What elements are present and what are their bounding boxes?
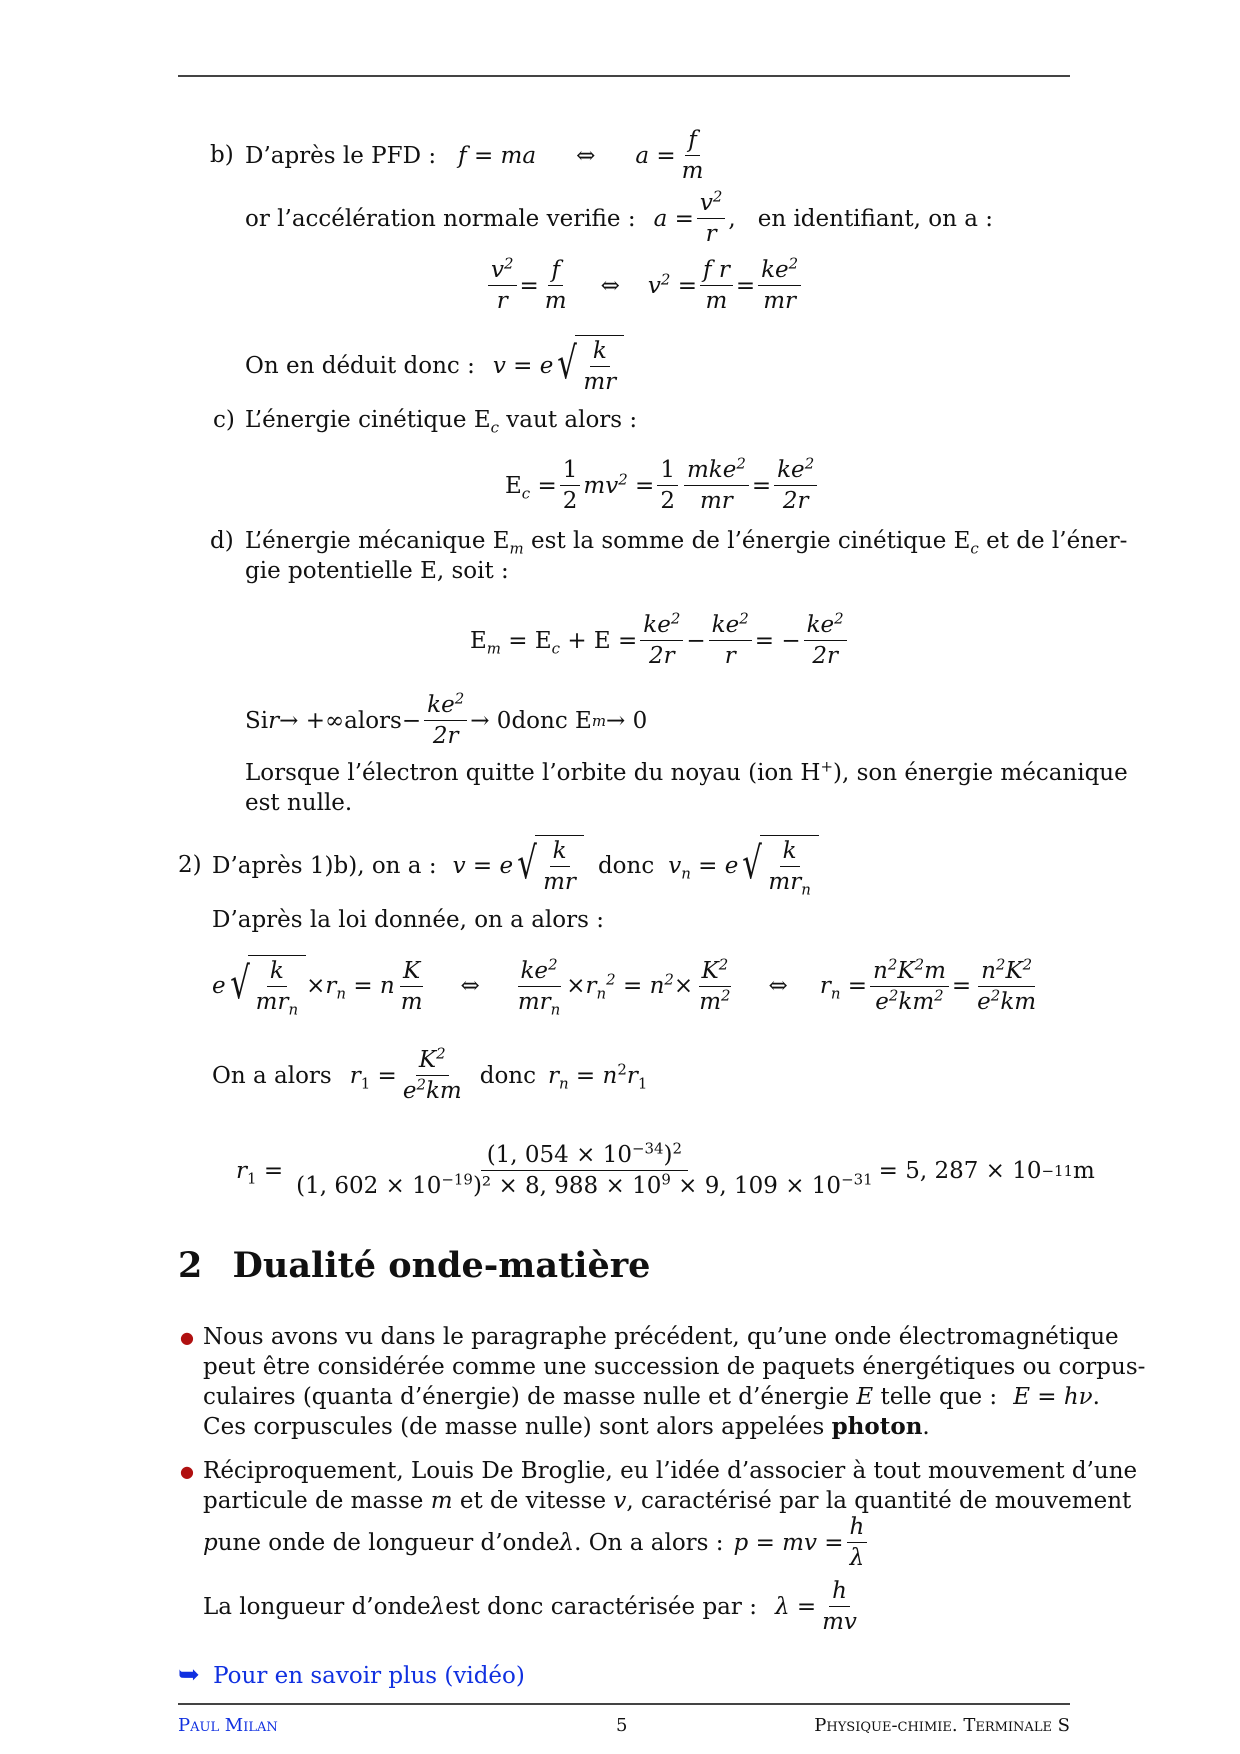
item-b-normal-accel	[245, 188, 993, 249]
item-b-deduce	[245, 335, 624, 397]
eq-kinetic-energy: $E_c$ = $\frac{1}{2}$ $mv^2$ = $\frac{1}{2}$ $\frac{mke^2}{mr}$ = $\frac{ke^2}{2r}$	[505, 455, 820, 516]
r1-exp1: −34	[631, 1139, 664, 1158]
q2-line1: D’après 1)b), on a : v = e √ $\frac{k}{mr}$ donc $v_n = e$ √ $\frac{k}{mr_n}$	[212, 835, 819, 897]
eq-sign-2: =	[735, 272, 756, 299]
si-text: Si	[245, 707, 269, 734]
b2-l2b-text: et de vitesse	[452, 1488, 614, 1514]
frac-f-m: $\frac{f}{m}$	[681, 127, 704, 184]
item-d-label: d)	[210, 528, 234, 554]
video-link[interactable]	[178, 1660, 525, 1691]
deduce-text: On en déduit donc :	[245, 353, 475, 379]
item-c-text: L’énergie cinétique $E_c$ vaut alors :	[245, 407, 638, 437]
section-title: Dualité onde-matière	[232, 1245, 651, 1286]
item-b-pfd	[245, 125, 709, 186]
eq-mechanical-energy: $E_m = E_c + E$ = $\frac{ke^2}{2r}$ − $\frac{ke^2}{r}$ = − $\frac{ke^2}{2r}$	[470, 610, 850, 671]
mech-text-2: est la somme de l’énergie cinétique E	[523, 528, 971, 554]
r1-den2: )² × 8, 988 × 10	[472, 1173, 662, 1199]
frac-v2-r: $\frac{v^2}{r}$	[697, 188, 726, 249]
b2-l4-text: La longueur d’onde	[203, 1593, 431, 1620]
header-rule	[178, 75, 1070, 77]
footer-rule	[178, 1703, 1070, 1705]
eq-v2-identification	[485, 255, 804, 316]
bullet-1-l4: Ces corpuscules (de masse nulle) sont alors appelées photon.	[203, 1413, 930, 1440]
item-d-line2: gie potentielle E, soit :	[245, 558, 509, 584]
arrow-right-icon: ➥	[178, 1660, 200, 1690]
equiv-symbol: ⇔	[576, 142, 596, 169]
item-d-limit: Si r → +∞ alors − $\frac{ke^2}{2r}$ → 0 donc E m → 0	[245, 689, 648, 749]
b1-l3b-text: telle que :	[873, 1384, 998, 1410]
mech-text-3: et de l’éner-	[978, 528, 1128, 554]
r1-exp4: −31	[841, 1170, 873, 1189]
comma: ,	[728, 205, 736, 232]
bullet-icon-1: ●	[180, 1328, 194, 1347]
q2-text1: D’après 1)b), on a :	[212, 853, 437, 879]
section-number: 2	[178, 1245, 203, 1286]
q2-loi: D’après la loi donnée, on a alors :	[212, 907, 604, 933]
lorsque-text-2: ), son énergie mécanique	[833, 760, 1128, 786]
item-c-label: c)	[213, 407, 235, 433]
alors-text: alors	[344, 707, 402, 734]
v2-eq: $v^2$ =	[647, 269, 697, 299]
b2-l3-text: une onde de longueur d’onde	[217, 1529, 560, 1556]
bullet-2-l2: particule de masse m et de vitesse v, caractérisé par la quantité de mouvement	[203, 1488, 1132, 1514]
mech-text-1: L’énergie mécanique E	[245, 528, 510, 554]
item-d-lorsque-1: Lorsque l’électron quitte l’orbite du noyau (ion H+), son énergie mécanique	[245, 757, 1128, 786]
r1-unit: m	[1073, 1157, 1095, 1184]
b2-l3b-text: . On a alors :	[574, 1529, 724, 1556]
b2-l2c-text: , caractérisé par la quantité de mouvement	[626, 1488, 1132, 1514]
donc2-text: donc	[479, 1062, 536, 1089]
r1-result: = 5, 287 × 10	[878, 1157, 1042, 1184]
q2-label: 2)	[178, 852, 202, 878]
footer-author: Paul Milan	[178, 1715, 278, 1736]
normal-accel-text: or l’accélération normale verifie :	[245, 205, 636, 232]
kinetic-text-2: vaut alors :	[499, 407, 638, 433]
q2-on-a-alors: On a alors $r_1$ = $\frac{K^2}{e^2km}$ donc $r_n = n^2r_1$	[212, 1044, 648, 1104]
equiv-symbol-2: ⇔	[600, 272, 620, 299]
r1-den: (1, 602 × 10	[296, 1173, 442, 1199]
pfd-formula: f = ma	[458, 142, 537, 169]
bullet-2-l4: La longueur d’onde λ est donc caractérisée par : λ = $\frac{h}{mv}$	[203, 1578, 857, 1635]
frac-fr-m: $\frac{\text{f r}}{m}$	[700, 255, 733, 316]
section-heading	[178, 1245, 650, 1286]
r1-num: (1, 054 × 10	[486, 1142, 632, 1168]
frac-ke2-mr: $\frac{ke^2}{mr}$	[758, 255, 801, 316]
bullet-2-l3: p une onde de longueur d’onde λ . On a alors : p = mv = $\frac{h}{\lambda}$	[203, 1512, 870, 1573]
footer-course: Physique-chimie. Terminale S	[814, 1715, 1070, 1736]
bullet-1-l3: culaires (quanta d’énergie) de masse nulle et d’énergie E telle que : E = hν.	[203, 1384, 1100, 1410]
bullet-1-l2: peut être considérée comme une succession de paquets énergétiques ou corpus-	[203, 1354, 1146, 1380]
eq-r1-numeric: $r_1$ = $\frac{(1, 054 \times 10^{-34})^2}{(1, 602 \times 10^{-19})^2 \times 8, 988 \times 10^9 \times 9, 109 \times 10^{-31}}$ = 5, 287 × 10 −11 m	[236, 1139, 1095, 1199]
eq-quantization: e √ $\frac{k}{mr_n}$ × $r_n = n$ $\frac{K}{m}$ ⇔ $\frac{ke^2}{mr_n}$ × $r_n^2 = n^2$ × $\frac{K^2}{m^2}$ ⇔ $r_n$ = $\frac{n^2K^2m}{e^2km^2}$ = $\frac{n^2K^2}{e^2km}$	[212, 954, 1037, 1019]
r1-exp2: −19	[441, 1170, 473, 1189]
footer-page-number: 5	[616, 1715, 628, 1736]
eq-sign: =	[519, 272, 539, 299]
kinetic-text: L’énergie cinétique E	[245, 407, 491, 433]
b1-l3-text: culaires (quanta d’énergie) de masse nulle et d’énergie	[203, 1384, 857, 1410]
sqrt-k-mr: √ $\frac{k}{mr}$	[553, 335, 624, 397]
on-a-alors-text: On a alors	[212, 1062, 332, 1089]
bullet-icon-2: ●	[180, 1462, 194, 1481]
r1-den3: × 9, 109 × 10	[670, 1173, 842, 1199]
donc-text: donc E	[511, 707, 592, 734]
video-link-label: Pour en savoir plus (vidéo)	[213, 1663, 525, 1689]
v-eq-e: v = e	[492, 353, 554, 379]
bullet-1-l1: Nous avons vu dans le paragraphe précédent, qu’une onde électromagnétique	[203, 1324, 1119, 1350]
item-b-label: b)	[210, 142, 234, 168]
b2-l4b-text: est donc caractérisée par :	[445, 1593, 757, 1620]
normal-accel-formula: a =	[653, 205, 694, 232]
b1-l4-text: Ces corpuscules (de masse nulle) sont alors appelées	[203, 1414, 832, 1440]
b2-l2-text: particule de masse	[203, 1488, 431, 1514]
bullet-2-l1: Réciproquement, Louis De Broglie, eu l’idée d’associer à tout mouvement d’une	[203, 1458, 1138, 1484]
item-d-line1: L’énergie mécanique $E_m$ est la somme de l’énergie cinétique $E_c$ et de l’éner-	[245, 528, 1128, 558]
pfd-text: D’après le PFD :	[245, 142, 437, 169]
identify-text: en identifiant, on a :	[757, 205, 994, 232]
accel-formula: a =	[635, 142, 676, 169]
r1-exp3: 9	[661, 1170, 671, 1189]
item-d-lorsque-2: est nulle.	[245, 790, 353, 816]
frac-v2-r-2: $\frac{v^2}{r}$	[488, 255, 517, 316]
lorsque-text-1: Lorsque l’électron quitte l’orbite du noyau (ion H	[245, 760, 821, 786]
frac-f-m-2: $\frac{f}{m}$	[544, 257, 567, 314]
photon-bold: photon	[831, 1413, 923, 1440]
q2-donc: donc	[597, 853, 655, 879]
